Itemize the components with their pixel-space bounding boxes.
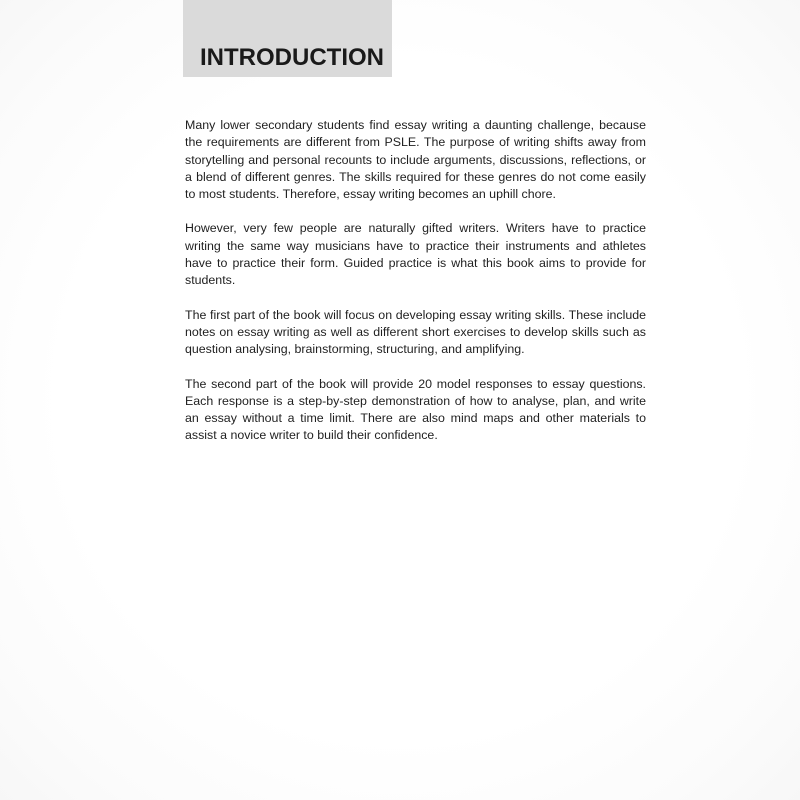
page-title: INTRODUCTION: [200, 44, 384, 71]
paragraph-2: However, very few people are naturally gifted writers. Writers have to practice writing the same way musicians have to practice their instruments and athletes have to practice their form. Guided practice is what this book aims to provide for students.: [185, 221, 646, 288]
paragraph-1: Many lower secondary students find essay writing a daunting challenge, because the requirements are different from PSLE. The purpose of writing shifts away from storytelling and personal recounts to include arguments, discussions, reflections, or a blend of different genres. The skills required for these genres do not come easily to most students. Therefore, essay writing becomes an uphill chore.: [185, 118, 646, 202]
paragraph-3: The first part of the book will focus on developing essay writing skills. These include notes on essay writing as well as different short exercises to develop skills such as question analysing, brainstorming, structuring, and amplifying.: [185, 307, 646, 357]
body-text: [185, 117, 646, 462]
paragraph-4: The second part of the book will provide 20 model responses to essay questions. Each response is a step-by-step demonstration of how to analyse, plan, and write an essay without a time limit. There are also mind maps and other materials to assist a novice writer to build their confidence.: [185, 376, 646, 443]
heading-box: [183, 0, 392, 77]
